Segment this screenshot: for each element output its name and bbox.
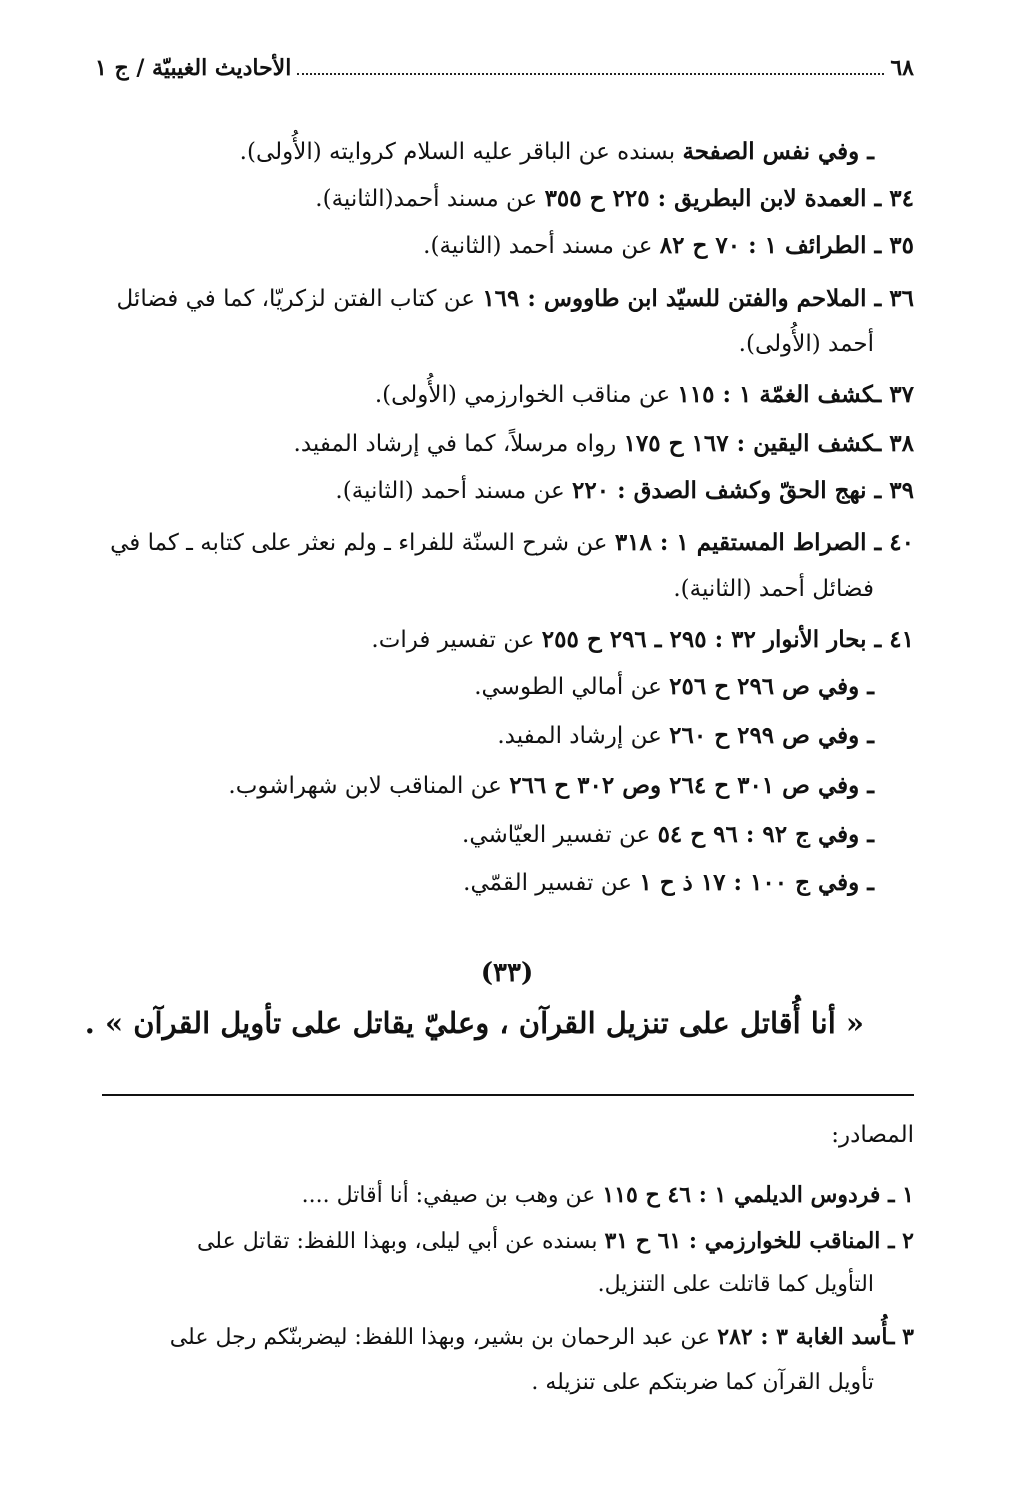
reference-line: ٣٨ ـكشف اليقين : ١٦٧ ح ١٧٥ رواه مرسلاً، كما في إرشاد المفيد. xyxy=(293,430,914,457)
source-continuation: التأويل كما قاتلت على التنزيل. xyxy=(597,1272,874,1297)
page-number: ٦٨ xyxy=(890,55,914,81)
section-number: (٣٣) xyxy=(480,958,534,988)
reference-line: ٣٤ ـ العمدة لابن البطريق : ٢٢٥ ح ٣٥٥ عن مسند أحمد(الثانية). xyxy=(315,185,914,212)
source-continuation: تأويل القرآن كما ضربتكم على تنزيله . xyxy=(531,1370,874,1395)
header-dot-leader xyxy=(297,73,884,75)
reference-line: ٤٠ ـ الصراط المستقيم ١ : ٣١٨ عن شرح السنّة للفراء ـ ولم نعثر على كتابه ـ كما في xyxy=(110,529,914,556)
page-header xyxy=(95,48,914,88)
reference-subline: ـ وفي ص ٢٩٩ ح ٢٦٠ عن إرشاد المفيد. xyxy=(497,722,874,749)
reference-subline: ـ وفي ج ١٠٠ : ١٧ ذ ح ١ عن تفسير القمّي. xyxy=(463,869,874,896)
hadith-text: « أنا أُقاتل على تنزيل القرآن ، وعليّ يقاتل على تأويل القرآن » . xyxy=(84,1006,864,1040)
sources-heading: المصادر: xyxy=(831,1122,914,1148)
reference-subline: ـ وفي ص ٣٠١ ح ٢٦٤ وص ٣٠٢ ح ٢٦٦ عن المناقب لابن شهراشوب. xyxy=(228,772,874,799)
reference-continuation: أحمد (الأُولى). xyxy=(738,331,874,357)
reference-line: ٣٦ ـ الملاحم والفتن للسيّد ابن طاووس : ١٦٩ عن كتاب الفتن لزكريّا، كما في فضائل xyxy=(116,285,914,312)
reference-line: ـ وفي نفس الصفحة بسنده عن الباقر عليه السلام كروايته (الأُولى). xyxy=(239,138,874,165)
reference-line: ٣٥ ـ الطرائف ١ : ٧٠ ح ٨٢ عن مسند أحمد (الثانية). xyxy=(423,232,914,259)
source-line: ٣ ـأُسد الغابة ٣ : ٢٨٢ عن عبد الرحمان بن بشير، وبهذا اللفظ: ليضربنّكم رجل على xyxy=(169,1324,914,1350)
reference-continuation: فضائل أحمد (الثانية). xyxy=(673,576,874,602)
reference-subline: ـ وفي ص ٢٩٦ ح ٢٥٦ عن أمالي الطوسي. xyxy=(474,673,874,700)
source-line: ٢ ـ المناقب للخوارزمي : ٦١ ح ٣١ بسنده عن أبي ليلى، وبهذا اللفظ: تقاتل على xyxy=(196,1228,914,1254)
reference-subline: ـ وفي ج ٩٢ : ٩٦ ح ٥٤ عن تفسير العيّاشي. xyxy=(462,821,874,848)
reference-line: ٣٧ ـكشف الغمّة ١ : ١١٥ عن مناقب الخوارزمي (الأُولى). xyxy=(374,381,914,408)
source-line: ١ ـ فردوس الديلمي ١ : ٤٦ ح ١١٥ عن وهب بن صيفي: أنا أقاتل .... xyxy=(301,1182,914,1208)
reference-line: ٣٩ ـ نهج الحقّ وكشف الصدق : ٢٢٠ عن مسند أحمد (الثانية). xyxy=(335,477,914,504)
footnote-divider xyxy=(102,1094,914,1096)
running-title: الأحاديث الغيبيّة / ج ١ xyxy=(95,55,292,81)
reference-line: ٤١ ـ بحار الأنوار ٣٢ : ٢٩٥ ـ ٢٩٦ ح ٢٥٥ عن تفسير فرات. xyxy=(371,626,914,653)
